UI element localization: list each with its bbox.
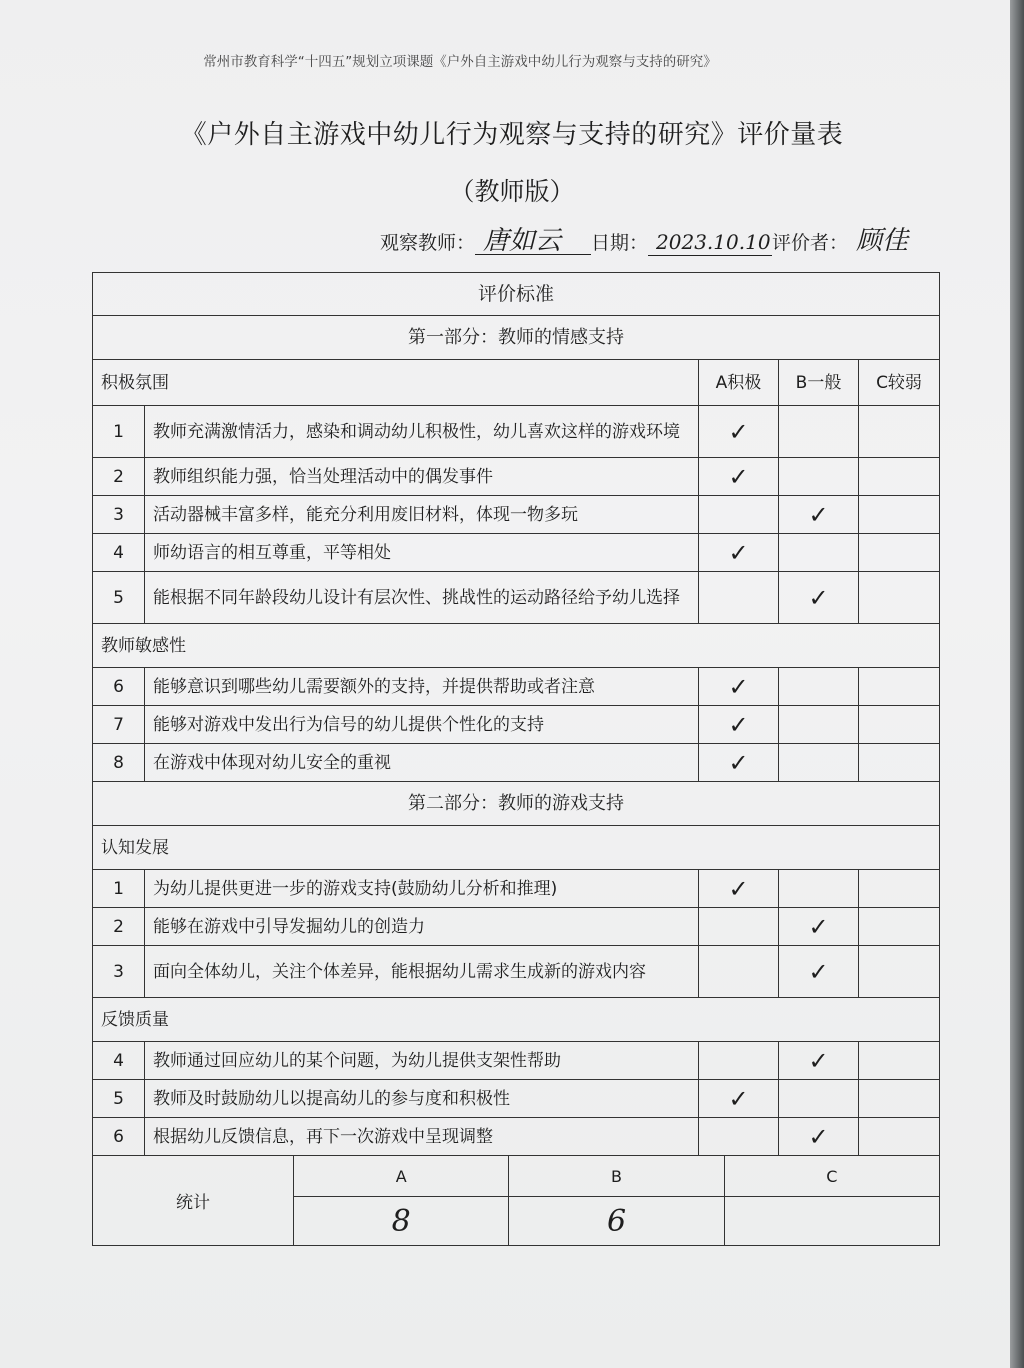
project-header: 常州市教育科学“十四五”规划立项课题《户外自主游戏中幼儿行为观察与支持的研究》 [203,54,717,70]
rating-cell-a [699,406,779,457]
item-text: 能够在游戏中引导发掘幼儿的创造力 [145,908,699,945]
item-number: 5 [93,572,145,623]
stats-block [92,1156,940,1246]
stats-grid [294,1156,939,1245]
table-row [92,496,940,534]
rating-cell-b [779,744,859,781]
stats-header: A [294,1156,509,1196]
part1-title: 第一部分：教师的情感支持 [408,326,624,348]
observation-meta [380,228,954,256]
check-mark-icon: ✓ [728,748,749,777]
evaluator-label: 评价者： [772,232,849,254]
rating-cell-b [779,458,859,495]
check-mark-icon: ✓ [728,710,749,739]
rating-cell-b [779,706,859,743]
part2-title: 第二部分：教师的游戏支持 [408,792,624,814]
rating-cell-a [699,744,779,781]
rating-cell-b [779,572,859,623]
rating-cell-c [859,870,939,907]
item-text: 教师通过回应幼儿的某个问题，为幼儿提供支架性帮助 [145,1042,699,1079]
rating-cell-c [859,706,939,743]
stats-value: 6 [509,1196,724,1245]
rating-cell-c [859,668,939,705]
stats-header: C [826,1166,838,1186]
table-row [92,744,940,782]
item-text: 为幼儿提供更进一步的游戏支持(鼓励幼儿分析和推理) [145,870,699,907]
stats-label: 统计 [93,1156,294,1245]
rating-cell-c [859,572,939,623]
item-number: 4 [93,1042,145,1079]
item-number: 2 [93,908,145,945]
item-number: 5 [93,1080,145,1117]
check-mark-icon: ✓ [808,1122,829,1151]
teacher-value: 唐如云 [475,228,591,255]
rating-cell-c [859,946,939,997]
table-row [92,870,940,908]
check-mark-icon: ✓ [808,1046,829,1075]
evaluation-table [92,272,940,1246]
rating-cell-a [699,946,779,997]
date-value: 2023.10.10 [648,229,772,256]
rating-cell-b [779,908,859,945]
item-text: 教师及时鼓励幼儿以提高幼儿的参与度和积极性 [145,1080,699,1117]
rating-cell-c [859,496,939,533]
item-number: 7 [93,706,145,743]
rating-cell-a [699,706,779,743]
item-text: 根据幼儿反馈信息，再下一次游戏中呈现调整 [145,1118,699,1155]
table-row [92,668,940,706]
rating-cell-c [859,1042,939,1079]
group-name: 积极氛围 [93,360,699,405]
group-row [92,360,940,406]
rating-cell-c [859,1080,939,1117]
table-row [92,1118,940,1156]
check-mark-icon: ✓ [728,874,749,903]
table-row [92,1080,940,1118]
check-mark-icon: ✓ [728,417,749,446]
check-mark-icon: ✓ [808,912,829,941]
rating-cell-b [779,496,859,533]
part2-row [92,782,940,826]
rating-cell-a [699,870,779,907]
rating-cell-b [779,1118,859,1155]
rating-cell-a [699,1118,779,1155]
rating-cell-c [859,1118,939,1155]
rating-cell-c [859,458,939,495]
check-mark-icon: ✓ [728,672,749,701]
item-number: 1 [93,406,145,457]
rating-cell-b [779,1042,859,1079]
level-header: B一般 [779,360,859,405]
rating-cell-a [699,458,779,495]
item-text: 活动器械丰富多样，能充分利用废旧材料，体现一物多玩 [145,496,699,533]
rating-cell-a [699,1080,779,1117]
stats-value-row [294,1196,939,1245]
rating-cell-a [699,496,779,533]
check-mark-icon: ✓ [728,1084,749,1113]
rating-cell-a [699,908,779,945]
page-title: 《户外自主游戏中幼儿行为观察与支持的研究》评价量表 [180,120,844,150]
item-text: 能够对游戏中发出行为信号的幼儿提供个性化的支持 [145,706,699,743]
rating-cell-b [779,534,859,571]
table-row [92,946,940,998]
item-number: 8 [93,744,145,781]
group-name: 认知发展 [101,837,169,858]
table-row [92,908,940,946]
item-text: 在游戏中体现对幼儿安全的重视 [145,744,699,781]
item-number: 6 [93,668,145,705]
rating-cell-b [779,870,859,907]
check-mark-icon: ✓ [808,500,829,529]
item-number: 2 [93,458,145,495]
item-number: 3 [93,946,145,997]
teacher-label: 观察教师： [380,232,476,254]
table-row [92,458,940,496]
table-row [92,1042,940,1080]
evaluator-value: 顾佳 [856,226,909,256]
rating-cell-a [699,534,779,571]
rating-cell-a [699,572,779,623]
item-text: 教师充满激情活力，感染和调动幼儿积极性，幼儿喜欢这样的游戏环境 [145,406,699,457]
item-number: 4 [93,534,145,571]
rating-cell-b [779,1080,859,1117]
rating-cell-b [779,406,859,457]
check-mark-icon: ✓ [728,538,749,567]
rating-cell-b [779,668,859,705]
table-row [92,706,940,744]
table-row [92,406,940,458]
item-text: 能根据不同年龄段幼儿设计有层次性、挑战性的运动路径给予幼儿选择 [145,572,699,623]
level-header: C较弱 [876,372,922,393]
rating-cell-c [859,908,939,945]
level-header: A积极 [699,360,779,405]
check-mark-icon: ✓ [728,462,749,491]
item-text: 能够意识到哪些幼儿需要额外的支持，并提供帮助或者注意 [145,668,699,705]
rating-cell-c [859,534,939,571]
rating-cell-a [699,668,779,705]
group-name: 反馈质量 [101,1009,169,1030]
item-text: 面向全体幼儿，关注个体差异，能根据幼儿需求生成新的游戏内容 [145,946,699,997]
item-text: 教师组织能力强，恰当处理活动中的偶发事件 [145,458,699,495]
page-subtitle: （教师版） [449,177,575,206]
date-label: 日期： [591,232,649,254]
table-header-row [92,272,940,316]
stats-value: 8 [294,1196,509,1245]
stats-header: B [509,1156,724,1196]
check-mark-icon: ✓ [808,957,829,986]
rating-cell-a [699,1042,779,1079]
rating-cell-c [859,406,939,457]
item-text: 师幼语言的相互尊重，平等相处 [145,534,699,571]
stats-header-row [294,1156,939,1196]
item-number: 3 [93,496,145,533]
part1-row [92,316,940,360]
table-header: 评价标准 [477,283,554,305]
rating-cell-c [859,744,939,781]
check-mark-icon: ✓ [808,583,829,612]
table-row [92,534,940,572]
item-number: 1 [93,870,145,907]
group-row [92,998,940,1042]
item-number: 6 [93,1118,145,1155]
table-row [92,572,940,624]
stats-value [725,1196,939,1245]
group-row [92,826,940,870]
group-row [92,624,940,668]
rating-cell-b [779,946,859,997]
group-name: 教师敏感性 [101,635,186,656]
